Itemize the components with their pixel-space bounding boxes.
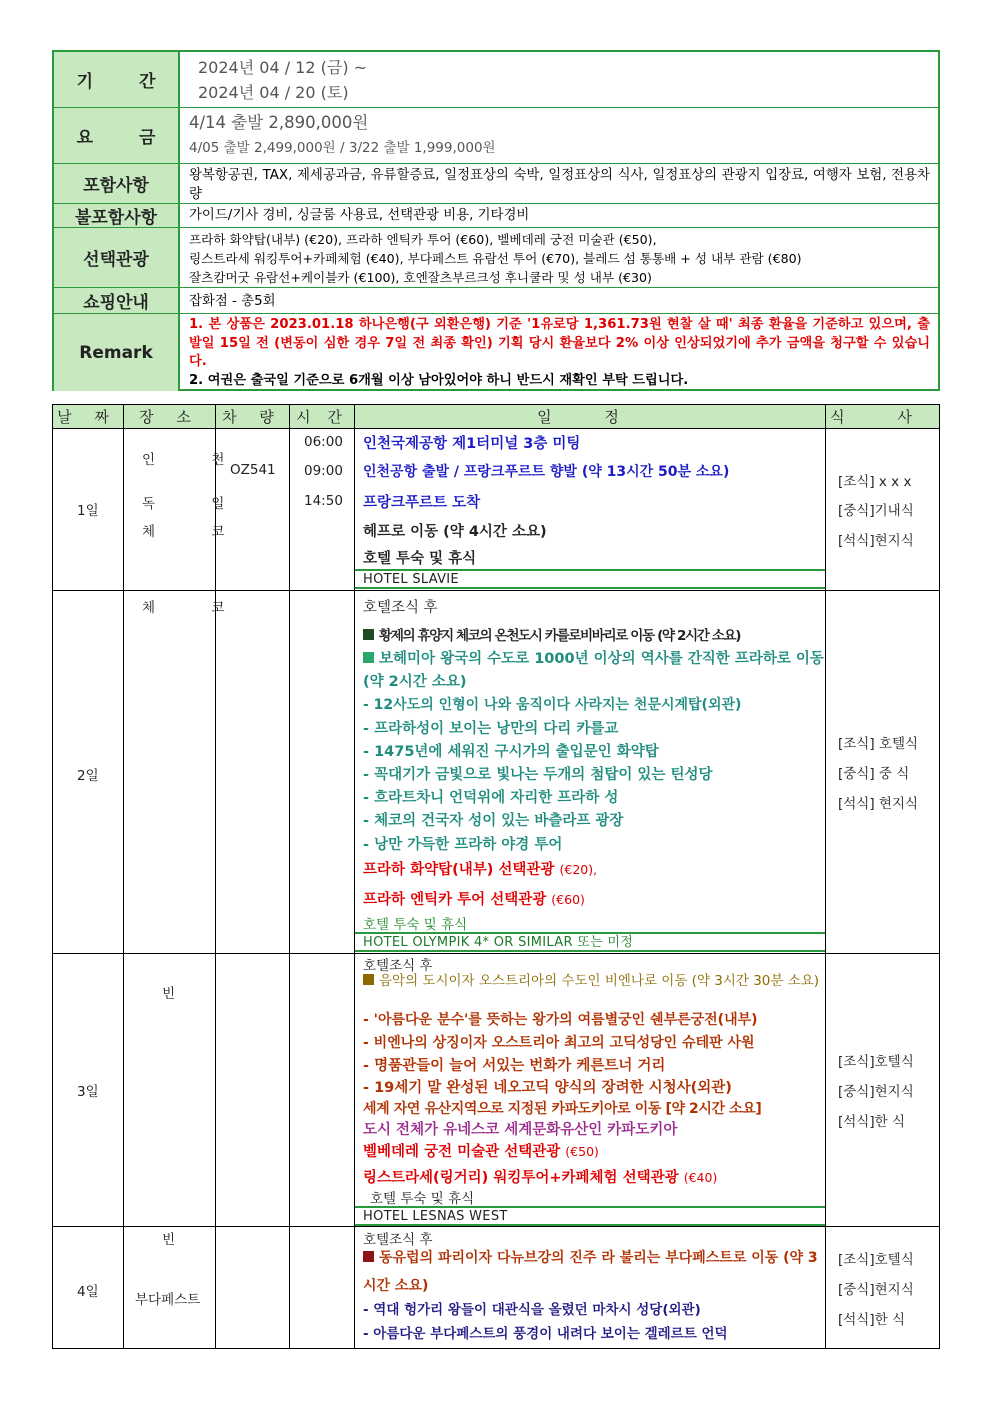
day1-flight: OZ541 <box>230 462 276 478</box>
day1-time-2: 09:00 <box>304 463 343 479</box>
options-label: 선택관광 <box>54 228 180 288</box>
excluded-label: 불포함사항 <box>54 204 180 228</box>
grid-line <box>52 590 940 591</box>
day2-item-6: - 1475년에 세워진 구시가의 출입문인 화약탑 <box>363 744 659 760</box>
day4-item-3: - 역대 헝가리 왕들이 대관식을 올렸던 마차시 성당(외관) <box>363 1302 701 1318</box>
square-bullet-icon <box>363 1251 374 1262</box>
day2-item-3: 보헤미아 왕국의 수도로 1000년 이상의 역사를 간직한 프라하로 이동 (약 2시간 소요) <box>363 651 824 690</box>
summary-table <box>52 50 940 391</box>
options-line2: 링스트라세 워킹투어+카페체험 (€40), 부다페스트 유람선 투어 (€70), 블레드 섬 통통배 + 성 내부 관람 (€80) <box>189 251 802 266</box>
day3-item-8: 도시 전체가 유네스코 세계문화유산인 카파도키아 <box>363 1122 678 1138</box>
grid-line <box>52 1226 940 1227</box>
day1-item-3: 프랑크푸르트 도착 <box>363 495 481 511</box>
day1-hotel: HOTEL SLAVIE <box>355 569 825 589</box>
day4-place-vienna: 빈 <box>162 1232 176 1248</box>
day3-meal-dinner: [석식]한 식 <box>838 1114 905 1130</box>
day1-place-germany: 독 일 <box>142 496 251 512</box>
included-value: 왕복항공권, TAX, 제세공과금, 유류할증료, 일정표상의 숙박, 일정표상의 식사, 일정표상의 관광지 입장료, 여행자 보험, 전용차량 <box>180 164 938 204</box>
day3-option-2: 링스트라세(링거리) 워킹투어+카페체험 선택관광 (€40) <box>363 1170 718 1186</box>
remark-note-1: 1. 본 상품은 2023.01.18 하나은행(구 외환은행) 기준 '1유로당 1,361.73원 현찰 살 때' 최종 환율을 기준하고 있으며, 출발일 15일 전 (변동이 심한 경우 7일 전 최종 확인) 기획 당시 환율보다 2% 이상 인상되었기에 추가 금액을 청구할 수 있습니다. <box>189 317 930 370</box>
remark-value <box>180 314 938 391</box>
square-bullet-icon <box>363 652 374 663</box>
square-bullet-icon <box>363 629 374 640</box>
schedule-table <box>52 404 940 1349</box>
day4-item-1: 호텔조식 후 <box>363 1232 433 1248</box>
day2-item-1: 호텔조식 후 <box>363 600 438 616</box>
day2-option-2: 프라하 엔틱카 투어 선택관광 (€60) <box>363 892 585 908</box>
header-meals: 식 사 <box>826 404 940 428</box>
grid-line <box>939 404 940 1349</box>
day3-meal-breakfast: [조식]호텔식 <box>838 1054 914 1070</box>
period-label: 기 간 <box>54 52 180 108</box>
remark-label: Remark <box>54 314 180 391</box>
options-line3: 잘츠캄머굿 유람선+케이블카 (€100), 호엔잘츠부르크성 후니쿨라 및 성 내부 (€30) <box>189 270 652 285</box>
grid-line <box>825 404 826 1349</box>
day2-item-8: - 흐라트차니 언덕위에 자리한 프라하 성 <box>363 790 619 806</box>
shopping-value: 잡화점 - 총5회 <box>180 288 938 314</box>
header-place: 장 소 <box>124 404 215 428</box>
day2-hotel: HOTEL OLYMPIK 4* OR SIMILAR 또는 미정 <box>355 932 825 952</box>
day2-label: 2일 <box>77 768 99 784</box>
price-label: 요 금 <box>54 108 180 164</box>
day1-item-2: 인천공항 출발 / 프랑크푸르트 향발 (약 13시간 50분 소요) <box>363 464 730 480</box>
day2-meal-dinner: [석식] 현지식 <box>838 796 919 812</box>
day1-label: 1일 <box>77 503 99 519</box>
period-value <box>180 52 938 108</box>
day4-meal-lunch: [중식]현지식 <box>838 1282 914 1298</box>
day4-item-4: - 아름다운 부다페스트의 풍경이 내려다 보이는 겔레르트 언덕 <box>363 1326 728 1342</box>
day3-item-7: 세계 자연 유산지역으로 지정된 카파도키아로 이동 [약 2시간 소요] <box>363 1101 762 1117</box>
day2-item-2: 황제의 휴양지 체코의 온천도시 카를로비바리로 이동 (약 2시간 소요) <box>363 624 825 644</box>
day1-time-1: 06:00 <box>304 434 343 450</box>
included-label: 포함사항 <box>54 164 180 204</box>
day1-item-5: 호텔 투숙 및 휴식 <box>363 551 477 567</box>
day2-item-10: - 낭만 가득한 프라하 야경 투어 <box>363 837 563 853</box>
grid-line <box>52 1348 940 1349</box>
period-end: 2024년 04 / 20 (토) <box>198 83 349 102</box>
day3-item-5: - 명품관들이 늘어 서있는 번화가 케른트너 거리 <box>363 1058 666 1074</box>
header-day: 날 짜 <box>52 404 123 428</box>
day1-time-3: 14:50 <box>304 493 343 509</box>
day3-item-1: 호텔조식 후 <box>363 958 433 974</box>
day2-item-9: - 체코의 건국자 성이 있는 바츨라프 광장 <box>363 813 624 829</box>
day4-place-budapest: 부다페스트 <box>135 1292 201 1308</box>
day3-meal-lunch: [중식]현지식 <box>838 1084 914 1100</box>
day2-item-7: - 꼭대기가 금빛으로 빛나는 두개의 첨탑이 있는 틴성당 <box>363 767 713 783</box>
day4-item-2: 동유럽의 파리이자 다뉴브강의 진주 라 불리는 부다페스트로 이동 (약 3시간 소요) <box>363 1250 818 1294</box>
day2-option-1: 프라하 화약탑(내부) 선택관광 (€20), <box>363 862 598 878</box>
remark-note-2: 2. 여권은 출국일 기준으로 6개월 이상 남아있어야 하니 반드시 재확인 부탁 드립니다. <box>189 372 689 388</box>
options-line1: 프라하 화약탑(내부) (€20), 프라하 엔틱카 투어 (€60), 벨베데레 궁전 미술관 (€50), <box>189 232 657 247</box>
day3-item-3: - '아름다운 분수'를 뜻하는 왕가의 여름별궁인 쉔부른궁전(내부) <box>363 1012 758 1028</box>
day1-meal-lunch: [중식]기내식 <box>838 503 914 519</box>
day2-meal-lunch: [중식] 중 식 <box>838 766 910 782</box>
price-value <box>180 108 938 164</box>
square-bullet-icon <box>363 974 374 985</box>
day1-place-incheon: 인 천 <box>142 452 251 468</box>
day1-place-czech: 체 코 <box>142 524 251 540</box>
period-start: 2024년 04 / 12 (금) ~ <box>198 58 368 77</box>
grid-line <box>52 428 940 429</box>
price-sub: 4/05 출발 2,499,000원 / 3/22 출발 1,999,000원 <box>189 140 496 156</box>
day3-hotel: HOTEL LESNAS WEST <box>355 1206 825 1226</box>
day1-meal-dinner: [석식]현지식 <box>838 533 914 549</box>
grid-line <box>215 404 216 1349</box>
grid-line <box>289 404 290 1349</box>
day3-item-4: - 비엔나의 상징이자 오스트리아 최고의 고딕성당인 슈테판 사원 <box>363 1035 755 1051</box>
day1-meal-breakfast: [조식] x x x <box>838 474 912 490</box>
day4-meal-breakfast: [조식]호텔식 <box>838 1252 914 1268</box>
day3-label: 3일 <box>77 1084 99 1100</box>
day2-item-5: - 프라하성이 보이는 낭만의 다리 카를교 <box>363 721 619 737</box>
day2-place-czech: 체 코 <box>142 600 251 616</box>
day3-item-11: 호텔 투숙 및 휴식 <box>370 1191 475 1207</box>
grid-line <box>123 404 124 1349</box>
day4-meal-dinner: [석식]한 식 <box>838 1312 905 1328</box>
day1-item-4: 헤프로 이동 (약 4시간 소요) <box>363 524 547 540</box>
day3-option-1: 벨베데레 궁전 미술관 선택관광 (€50) <box>363 1144 599 1160</box>
day1-item-1: 인천국제공항 제1터미널 3층 미팅 <box>363 436 581 452</box>
shopping-label: 쇼핑안내 <box>54 288 180 314</box>
day2-item-13: 호텔 투숙 및 휴식 <box>363 917 468 933</box>
header-time: 시 간 <box>290 404 354 428</box>
price-main: 4/14 출발 2,890,000원 <box>189 113 369 132</box>
header-itinerary: 일 정 <box>355 404 825 428</box>
day2-meal-breakfast: [조식] 호텔식 <box>838 736 919 752</box>
header-transport: 차 량 <box>216 404 289 428</box>
options-value <box>180 228 938 288</box>
grid-line <box>52 404 940 405</box>
day2-item-4: - 12사도의 인형이 나와 움직이다 사라지는 천문시계탑(외관) <box>363 697 742 713</box>
day3-place-vienna: 빈 <box>162 986 176 1002</box>
day3-item-6: - 19세기 말 완성된 네오고딕 양식의 장려한 시청사(외관) <box>363 1080 732 1096</box>
excluded-value: 가이드/기사 경비, 싱글룸 사용료, 선택관광 비용, 기타경비 <box>180 204 938 228</box>
day3-item-2: 음악의 도시이자 오스트리아의 수도인 비엔나로 이동 (약 3시간 30분 소요) <box>363 973 825 989</box>
day4-label: 4일 <box>77 1284 99 1300</box>
grid-line <box>52 404 53 1349</box>
